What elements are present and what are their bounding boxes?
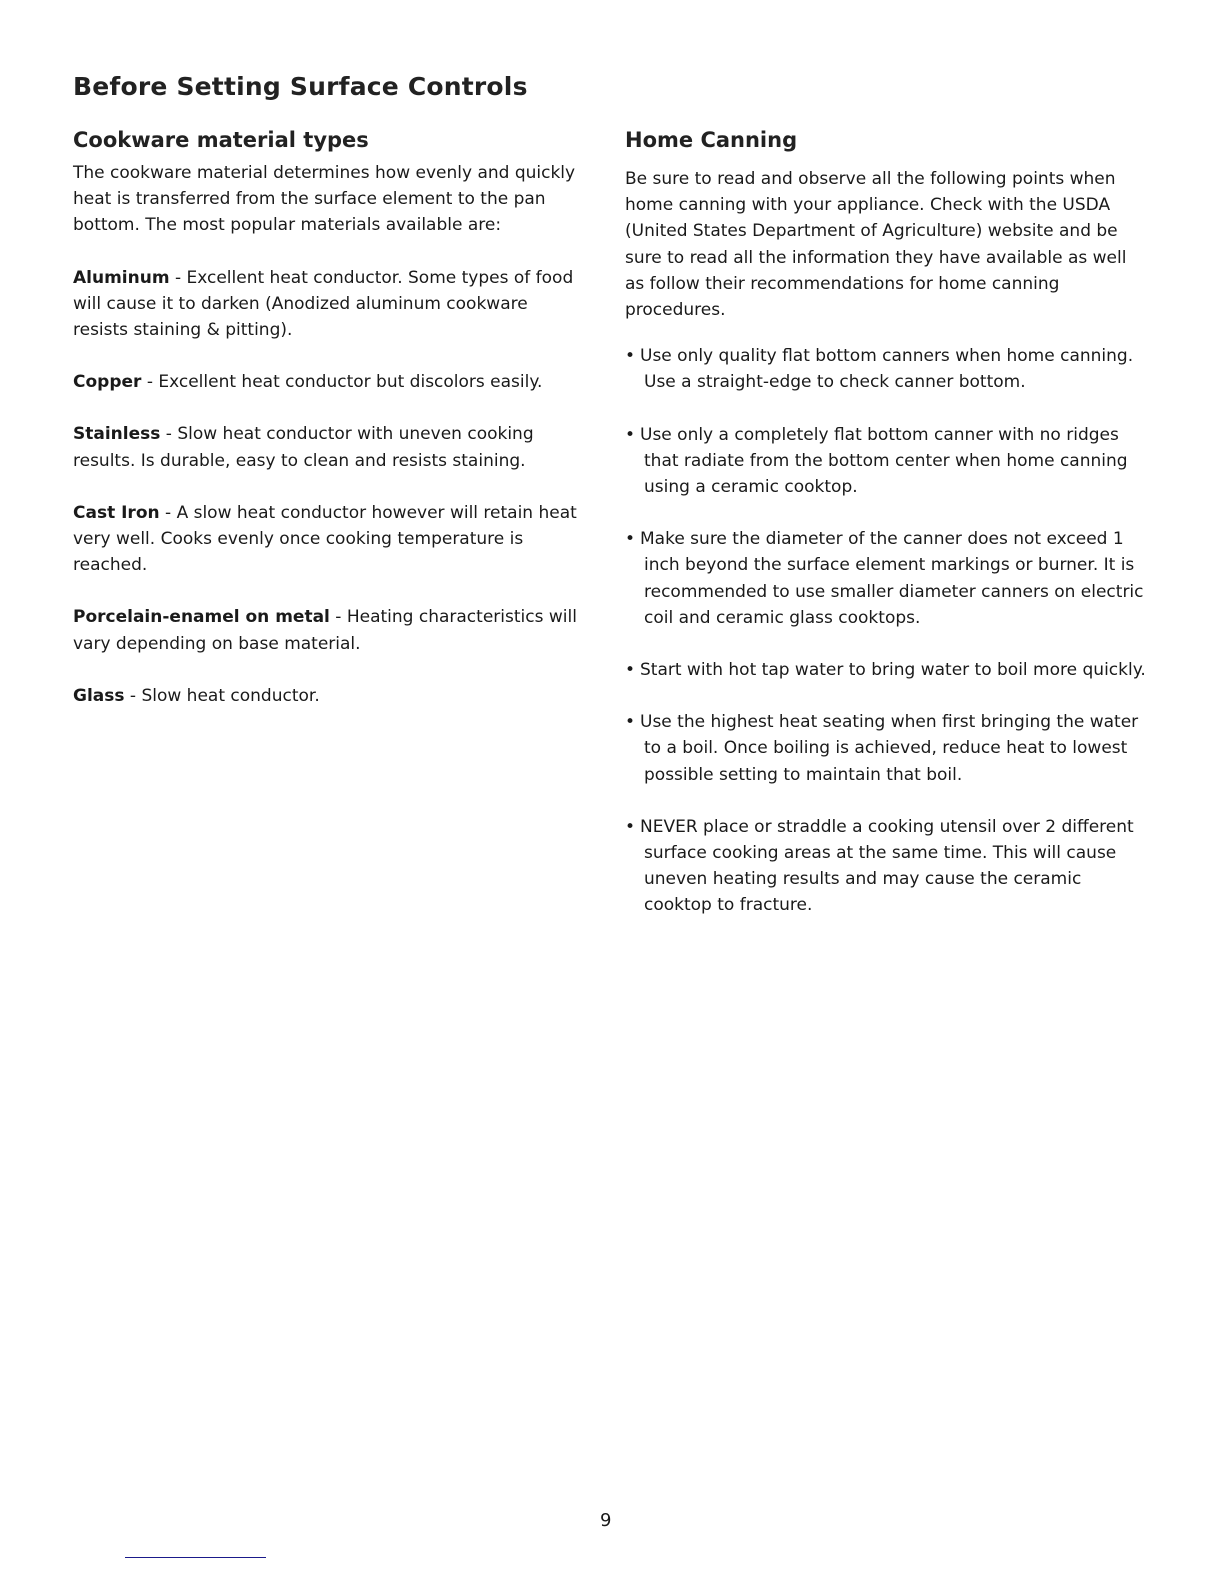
- cookware-intro: The cookware material determines how evenly and quickly heat is transferred from the surface element to the pan bottom. The most popular materials available are:: [73, 163, 576, 236]
- bullet-icon: •: [625, 660, 636, 681]
- material-name: Stainless: [73, 424, 161, 445]
- material-separator: -: [124, 685, 142, 706]
- canning-point-text: Use the highest heat seating when first bringing the water to a boil. Once boiling is achieved, reduce heat to lowest possible setting to maintain that boil.: [640, 712, 1139, 785]
- canning-points-list: [625, 343, 1147, 918]
- material-name: Porcelain-enamel on metal: [73, 607, 330, 628]
- material-item: [73, 369, 588, 395]
- material-description: Slow heat conductor.: [141, 685, 320, 706]
- canning-point: [625, 814, 1147, 919]
- material-separator: -: [169, 267, 187, 288]
- canning-point-text: Make sure the diameter of the canner does not exceed 1 inch beyond the surface element markings or burner. It is recommended to use smaller diameter canners on electric coil and ceramic glass cooktops.: [640, 529, 1144, 628]
- page-number: 9: [600, 1510, 612, 1531]
- bullet-icon: •: [625, 529, 636, 550]
- canning-point: [625, 422, 1147, 501]
- cookware-heading: Cookware material types: [73, 128, 369, 152]
- canning-intro: Be sure to read and observe all the following points when home canning with your appliance. Check with the USDA (United States Department of Agriculture) website and be sure to read all the information they have available as well as follow their recommendations for home canning procedures.: [625, 169, 1127, 321]
- material-name: Aluminum: [73, 267, 170, 288]
- material-item: [73, 500, 588, 579]
- canning-point-text: NEVER place or straddle a cooking utensil over 2 different surface cooking areas at the same time. This will cause uneven heating results and may cause the ceramic cooktop to fracture.: [640, 816, 1134, 916]
- canning-point-text: Use only a completely flat bottom canner with no ridges that radiate from the bottom center when home canning using a ceramic cooktop.: [640, 424, 1128, 498]
- canning-point: [625, 657, 1147, 683]
- bullet-icon: •: [625, 712, 636, 733]
- material-name: Copper: [73, 372, 142, 393]
- canning-section: [625, 126, 1147, 945]
- material-item: [73, 604, 588, 656]
- page-title: Before Setting Surface Controls: [73, 72, 528, 101]
- material-description: Slow heat conductor with uneven cooking results. Is durable, easy to clean and resists staining.: [73, 424, 534, 471]
- material-separator: -: [160, 424, 178, 445]
- canning-point: [625, 709, 1147, 788]
- bullet-icon: •: [625, 816, 636, 837]
- cookware-section: [73, 126, 588, 735]
- material-description: Excellent heat conductor but discolors easily.: [158, 372, 543, 393]
- material-separator: -: [159, 502, 177, 523]
- canning-point: [625, 343, 1147, 395]
- material-separator: -: [141, 372, 159, 393]
- bullet-icon: •: [625, 346, 636, 367]
- canning-heading: Home Canning: [625, 128, 798, 152]
- material-item: [73, 265, 588, 344]
- material-separator: -: [329, 607, 347, 628]
- material-name: Glass: [73, 685, 125, 706]
- canning-point-text: Start with hot tap water to bring water to boil more quickly.: [640, 660, 1146, 681]
- material-item: [73, 421, 588, 473]
- material-name: Cast Iron: [73, 502, 160, 523]
- canning-point-text: Use only quality flat bottom canners when home canning. Use a straight-edge to check canner bottom.: [640, 346, 1134, 393]
- footer-rule: [125, 1557, 266, 1558]
- material-item: [73, 683, 588, 709]
- material-description: A slow heat conductor however will retain heat very well. Cooks evenly once cooking temperature is reached.: [73, 502, 577, 576]
- bullet-icon: •: [625, 424, 636, 445]
- canning-point: [625, 526, 1147, 631]
- material-description: Heating characteristics will vary depending on base material.: [73, 607, 577, 654]
- material-description: Excellent heat conductor. Some types of food will cause it to darken (Anodized aluminum cookware resists staining & pitting).: [73, 267, 574, 341]
